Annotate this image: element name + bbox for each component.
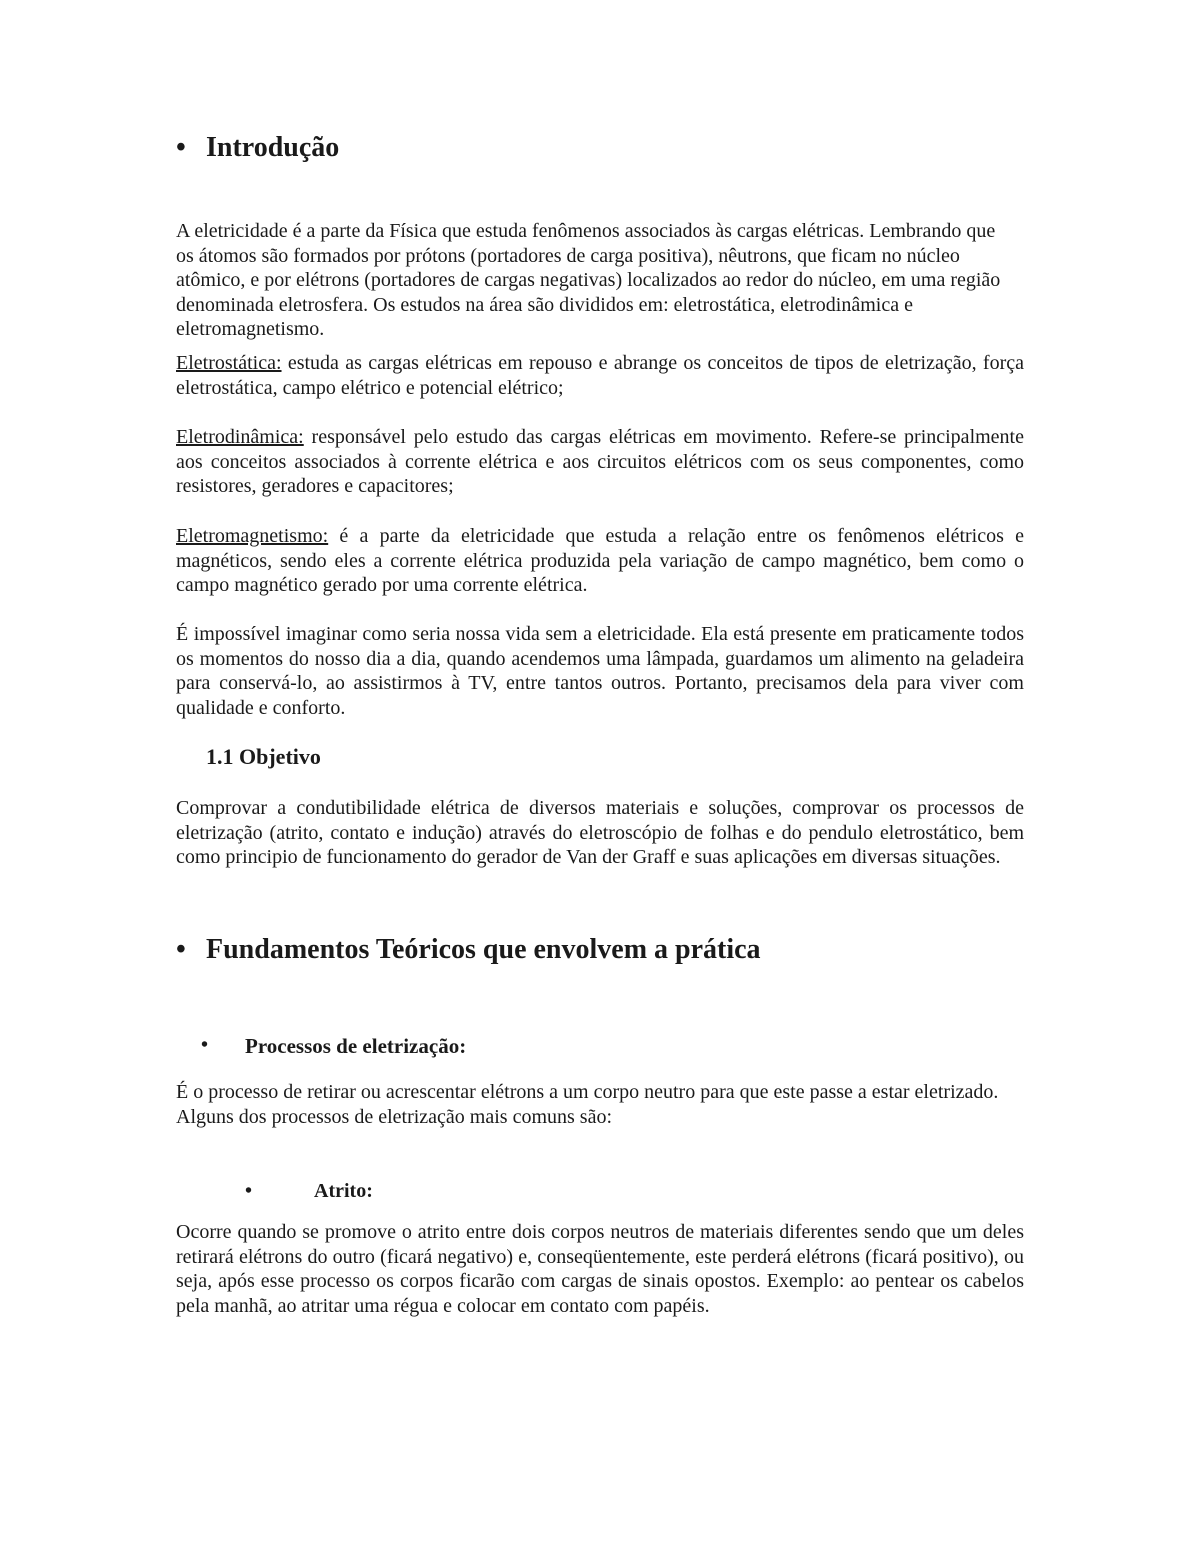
section-heading-fundamentos xyxy=(176,934,761,966)
eletrostatica-paragraph xyxy=(176,351,1024,400)
subsection-heading-objetivo: 1.1 Objetivo xyxy=(206,744,321,769)
eletromagnetismo-paragraph xyxy=(176,524,1024,598)
closing-paragraph: É impossível imaginar como seria nossa vida sem a eletricidade. Ela está presente em praticamente todos os momentos do nosso dia a dia, quando acendemos uma lâmpada, guardamos um alimento na geladeira para conservá-lo, ao assistirmos à TV, entre tantos outros. Portanto, precisamos dela para viver com qualidade e conforto. xyxy=(176,623,1024,719)
eletrodinamica-paragraph xyxy=(176,425,1024,499)
bullet-icon: • xyxy=(176,934,186,965)
heading-processos: Processos de eletrização: xyxy=(245,1034,467,1058)
eletrodinamica-text: responsável pelo estudo das cargas elétricas em movimento. Refere-se principalmente aos conceitos associados à corrente elétrica e aos circuitos elétricos com os seus componentes, como resistores, geradores e capacitores; xyxy=(176,426,1024,498)
objetivo-paragraph: Comprovar a condutibilidade elétrica de diversos materiais e soluções, comprovar os processos de eletrização (atrito, contato e indução) através do eletroscópio de folhas e do pendulo eletrostático, bem como principio de funcionamento do gerador de Van der Graff e suas aplicações em diversas situações. xyxy=(176,797,1024,869)
bullet-icon: • xyxy=(176,132,186,163)
heading-text: Introdução xyxy=(206,132,340,163)
processos-paragraph: É o processo de retirar ou acrescentar elétrons a um corpo neutro para que este passe a estar eletrizado. Alguns dos processos de eletrização mais comuns são: xyxy=(176,1081,999,1128)
term-eletrodinamica: Eletrodinâmica: xyxy=(176,426,304,448)
intro-paragraph: A eletricidade é a parte da Física que estuda fenômenos associados às cargas elétricas. Lembrando que os átomos são formados por prótons (portadores de carga positiva), nêutrons, que ficam no núcleo atômico, e por elétrons (portadores de cargas negativas) localizados ao redor do núcleo, em uma região denominada eletrosfera. Os estudos na área são divididos em: eletrostática, eletrodinâmica e eletromagnetismo. xyxy=(176,220,1001,341)
term-eletrostatica: Eletrostática: xyxy=(176,352,282,374)
bullet-icon: • xyxy=(201,1034,209,1056)
section-heading-introducao xyxy=(176,132,339,164)
heading-atrito: Atrito: xyxy=(314,1180,373,1202)
term-eletromagnetismo: Eletromagnetismo: xyxy=(176,525,329,547)
heading-text: Fundamentos Teóricos que envolvem a prática xyxy=(206,934,761,965)
eletrostatica-text: estuda as cargas elétricas em repouso e abrange os conceitos de tipos de eletrização, força eletrostática, campo elétrico e potencial elétrico; xyxy=(176,352,1024,399)
atrito-paragraph: Ocorre quando se promove o atrito entre dois corpos neutros de materiais diferentes sendo que um deles retirará elétrons do outro (ficará negativo) e, conseqüentemente, este perderá elétrons (ficará positivo), ou seja, após esse processo os corpos ficarão com cargas de sinais opostos. Exemplo: ao pentear os cabelos pela manhã, ao atritar uma régua e colocar em contato com papéis. xyxy=(176,1221,1024,1317)
eletromagnetismo-text: é a parte da eletricidade que estuda a relação entre os fenômenos elétricos e magnéticos, sendo eles a corrente elétrica produzida pela variação de campo magnético, bem como o campo magnético gerado por uma corrente elétrica. xyxy=(176,525,1024,597)
bullet-icon: • xyxy=(245,1180,253,1202)
